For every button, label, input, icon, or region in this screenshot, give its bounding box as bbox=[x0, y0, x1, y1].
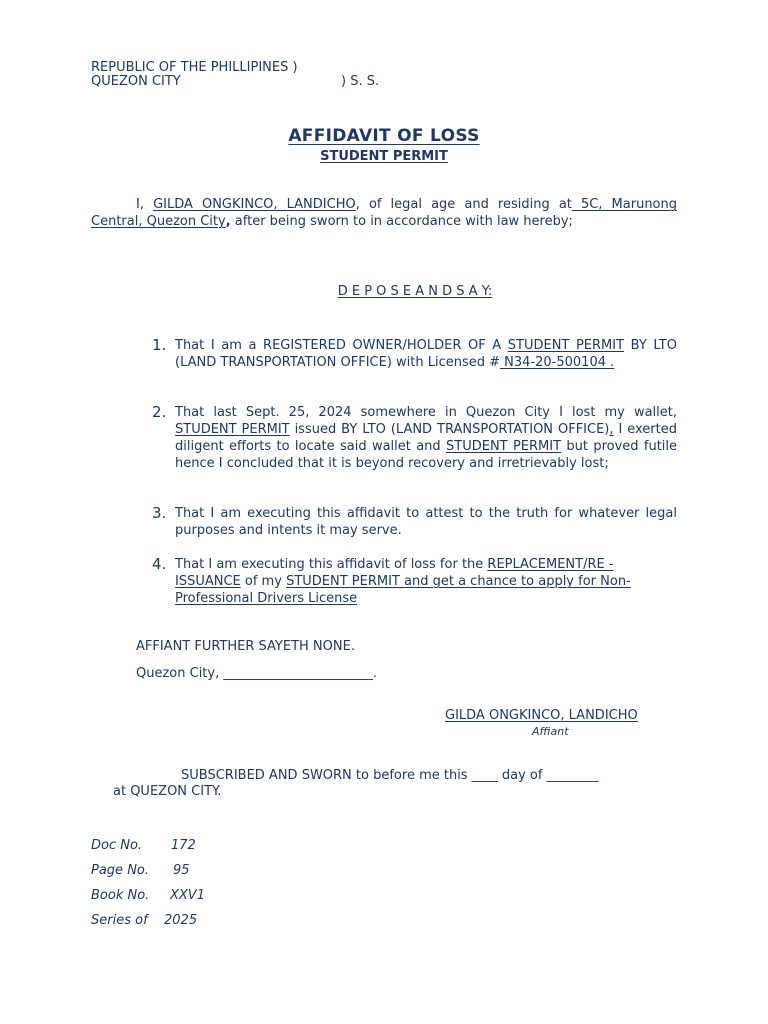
item-2-text bbox=[175, 404, 677, 472]
document-subtitle: STUDENT PERMIT bbox=[320, 149, 448, 164]
item-4-number: 4. bbox=[152, 555, 167, 573]
item-2-student-permit-1: STUDENT PERMIT bbox=[175, 422, 290, 437]
intro-paragraph bbox=[91, 196, 677, 230]
item-4-replacement: REPLACEMENT/RE - ISSUANCE bbox=[175, 557, 614, 589]
affiant-further-sayeth: AFFIANT FURTHER SAYETH NONE. bbox=[136, 639, 355, 654]
item-2-text-g: but proved futile hence I concluded that it is beyond recovery and irretrievably lost; bbox=[175, 439, 678, 471]
book-no-label: Book No. bbox=[91, 888, 150, 903]
item-1-license-number: N34-20-500104 . bbox=[500, 355, 615, 370]
affiant-signature-name-text: GILDA ONGKINCO, LANDICHO bbox=[445, 708, 638, 723]
item-4-text-a: That I am executing this affidavit of loss for the bbox=[175, 557, 488, 572]
item-2-text-a: That last Sept. 25, 2024 somewhere in Quezon City I lost my wallet, bbox=[175, 405, 677, 420]
venue-line-1: REPUBLIC OF THE PHILLIPINES ) bbox=[91, 60, 298, 75]
item-4-text-c: of my bbox=[240, 574, 287, 589]
venue-line-2-ss: ) S. S. bbox=[341, 74, 380, 89]
item-3-text: That I am executing this affidavit to attest to the truth for whatever legal purposes and intents it may serve. bbox=[175, 506, 677, 538]
intro-text-3: after being sworn to in accordance with law hereby; bbox=[230, 214, 573, 229]
depose-heading bbox=[0, 283, 768, 300]
series-value: 2025 bbox=[164, 913, 198, 928]
affiant-name-inline: GILDA ONGKINCO, LANDICHO bbox=[153, 197, 356, 212]
item-2-text-e: I exerted diligent efforts to locate said wallet and bbox=[175, 422, 677, 454]
page-no-value: 95 bbox=[173, 863, 190, 878]
item-1-student-permit: STUDENT PERMIT bbox=[507, 338, 625, 353]
item-1-text bbox=[175, 337, 677, 371]
affiant-signature-name bbox=[445, 707, 638, 724]
book-no-value: XXV1 bbox=[170, 888, 205, 903]
page-no-label: Page No. bbox=[91, 863, 149, 878]
intro-text-1: I, bbox=[136, 197, 154, 212]
item-4-text bbox=[175, 556, 677, 607]
series-label: Series of bbox=[91, 913, 148, 928]
city-date-line: Quezon City, _______________________. bbox=[136, 666, 377, 681]
item-2-text-c: issued BY LTO (LAND TRANSPORTATION OFFICE) bbox=[289, 422, 610, 437]
venue-line-2-city: QUEZON CITY bbox=[91, 74, 181, 89]
jurat-line-1: SUBSCRIBED AND SWORN to before me this ____ day of ________ bbox=[181, 768, 599, 783]
item-1-text-a: That I am a REGISTERED OWNER/HOLDER OF A bbox=[175, 338, 508, 353]
item-2-student-permit-2: STUDENT PERMIT bbox=[446, 439, 562, 454]
item-1-number: 1. bbox=[152, 336, 167, 354]
intro-text-2: , of legal age and residing at bbox=[355, 197, 572, 212]
jurat-line-2: at QUEZON CITY. bbox=[113, 784, 222, 799]
item-3-number: 3. bbox=[152, 504, 167, 522]
item-1-text-c: BY LTO (LAND TRANSPORTATION OFFICE) with Licensed # bbox=[175, 338, 677, 370]
document-title: AFFIDAVIT OF LOSS bbox=[288, 126, 480, 146]
item-2-comma: , bbox=[609, 422, 614, 437]
doc-no-label: Doc No. bbox=[91, 838, 143, 853]
item-2-number: 2. bbox=[152, 403, 167, 421]
depose-text: D E P O S E A N D S A Y: bbox=[337, 284, 493, 299]
doc-no-value: 172 bbox=[171, 838, 196, 853]
intro-comma: , bbox=[225, 214, 231, 229]
affiant-label: Affiant bbox=[532, 725, 569, 738]
item-4-student-permit: STUDENT PERMIT and get a chance to apply for Non-Professional Drivers License bbox=[175, 574, 631, 606]
address-inline: 5C, Marunong Central, Quezon City bbox=[91, 197, 677, 229]
